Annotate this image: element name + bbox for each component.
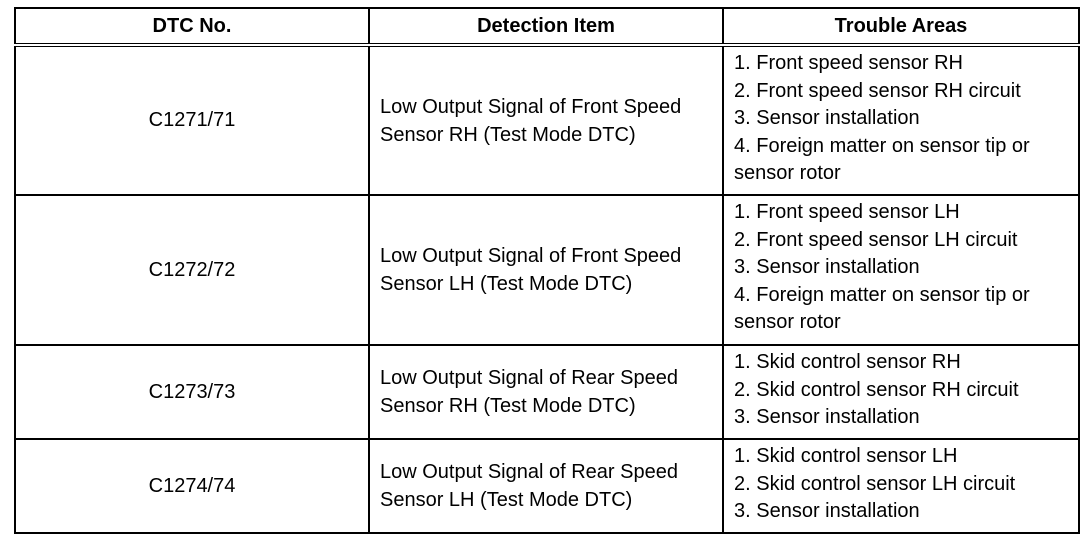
trouble-area-item: 3. Sensor installation [734, 256, 920, 278]
detection-item [369, 439, 723, 533]
detection-item-line: Low Output Signal of Rear Speed [380, 461, 678, 483]
detection-item [369, 345, 723, 439]
header-trouble-areas: Trouble Areas [723, 8, 1079, 45]
dtc-table [14, 7, 1080, 534]
trouble-area-item: 1. Skid control sensor RH [734, 351, 961, 373]
trouble-area-item: 3. Sensor installation [734, 406, 920, 428]
trouble-area-item: 3. Sensor installation [734, 107, 920, 129]
trouble-area-item: 2. Front speed sensor LH circuit [734, 228, 1018, 251]
header-dtc-no: DTC No. [15, 8, 369, 45]
trouble-area-item: 4. Foreign matter on sensor tip or [734, 134, 1030, 157]
table-row [15, 195, 1079, 345]
trouble-area-item: 2. Front speed sensor RH circuit [734, 79, 1021, 102]
trouble-area-item: sensor rotor [734, 311, 841, 333]
trouble-area-item: 1. Front speed sensor LH [734, 201, 960, 223]
trouble-area-item: 1. Skid control sensor LH [734, 445, 958, 467]
detection-item-line: Low Output Signal of Front Speed [380, 245, 682, 267]
dtc-code: C1274/74 [15, 439, 369, 533]
header-row [15, 8, 1079, 45]
trouble-areas [723, 45, 1079, 195]
trouble-areas [723, 439, 1079, 533]
detection-item-line: Sensor LH (Test Mode DTC) [380, 273, 633, 295]
detection-item-line: Sensor RH (Test Mode DTC) [380, 395, 636, 417]
dtc-code: C1272/72 [15, 195, 369, 345]
dtc-code: C1271/71 [15, 45, 369, 195]
trouble-areas [723, 195, 1079, 345]
table-row [15, 439, 1079, 533]
dtc-code: C1273/73 [15, 345, 369, 439]
trouble-area-item: 2. Skid control sensor RH circuit [734, 378, 1019, 401]
table-header [15, 8, 1079, 45]
trouble-area-item: 4. Foreign matter on sensor tip or [734, 283, 1030, 306]
detection-item-line: Low Output Signal of Front Speed [380, 95, 682, 118]
trouble-area-item: 1. Front speed sensor RH [734, 52, 963, 74]
table-body [15, 45, 1079, 533]
detection-item [369, 45, 723, 195]
detection-item [369, 195, 723, 345]
table-row [15, 45, 1079, 195]
table-row [15, 345, 1079, 439]
header-detection-item: Detection Item [369, 8, 723, 45]
detection-item-line: Sensor RH (Test Mode DTC) [380, 123, 636, 146]
detection-item-line: Low Output Signal of Rear Speed [380, 367, 678, 389]
trouble-areas [723, 345, 1079, 439]
detection-item-line: Sensor LH (Test Mode DTC) [380, 489, 633, 511]
trouble-area-item: 3. Sensor installation [734, 500, 920, 522]
trouble-area-item: 2. Skid control sensor LH circuit [734, 472, 1016, 495]
trouble-area-item: sensor rotor [734, 162, 841, 184]
